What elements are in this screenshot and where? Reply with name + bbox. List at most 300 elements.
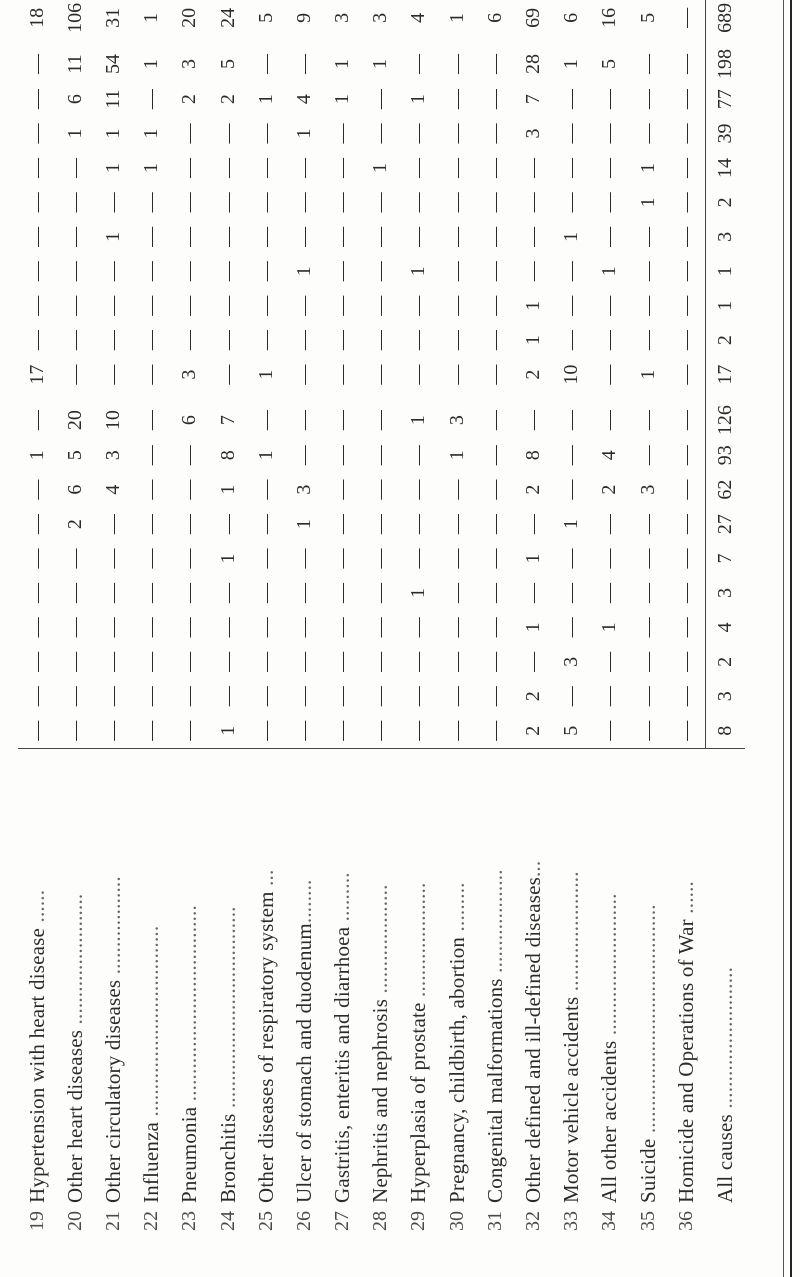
- cause-text: Ulcer of stomach and duodenum: [291, 923, 316, 1203]
- cell-value: —: [292, 330, 315, 351]
- cell-value: —: [216, 651, 239, 672]
- cell-value: 2: [522, 484, 545, 495]
- cell-value: —: [407, 445, 430, 466]
- cell-value: 1: [369, 162, 392, 173]
- column-gap: [400, 392, 438, 403]
- cell-value: —: [178, 192, 201, 213]
- cell-value: —: [140, 295, 163, 316]
- cell-value: —: [483, 479, 506, 500]
- cell-value: —: [216, 192, 239, 213]
- cell-value: —: [254, 514, 277, 535]
- cell-value: 2: [522, 369, 545, 380]
- cell-value: —: [25, 617, 48, 638]
- cell-value: —: [598, 157, 621, 178]
- table-row: [400, 0, 438, 1245]
- cell-value: 198: [706, 46, 745, 82]
- cause-label: [324, 748, 362, 1203]
- cell-value: —: [598, 548, 621, 569]
- cell-value: —: [445, 364, 468, 385]
- cell-value: —: [101, 617, 124, 638]
- cause-text: Bronchitis: [215, 1113, 240, 1203]
- cell-value: 11: [101, 89, 124, 109]
- cell-value: 2: [706, 323, 745, 357]
- cell-value: —: [292, 226, 315, 247]
- cell-value: 2: [178, 94, 201, 105]
- cell-value: —: [369, 261, 392, 282]
- cell-value: —: [483, 295, 506, 316]
- cell-value: —: [178, 261, 201, 282]
- cell-value: —: [331, 364, 354, 385]
- column-gap: [209, 392, 247, 403]
- cell-value: —: [292, 157, 315, 178]
- row-number: 22: [140, 1211, 163, 1231]
- cell-value: —: [292, 548, 315, 569]
- cell-value: 6: [178, 415, 201, 426]
- cell-value: 1: [25, 450, 48, 461]
- cell-value: —: [140, 548, 163, 569]
- leader-dots: .........: [330, 872, 355, 927]
- cell-value: —: [178, 582, 201, 603]
- cell-value: 1: [216, 484, 239, 495]
- cell-value: —: [331, 410, 354, 431]
- cell-value: —: [636, 410, 659, 431]
- column-gap: [629, 392, 667, 403]
- column-gap: [56, 392, 94, 403]
- cell-value: —: [598, 514, 621, 535]
- cell-value: —: [178, 617, 201, 638]
- cause-label: [18, 748, 56, 1203]
- cell-value: —: [178, 157, 201, 178]
- cell-value: 5: [598, 59, 621, 70]
- leader-dots: ........................: [62, 893, 87, 1030]
- cause-label: [476, 748, 514, 1203]
- cell-value: —: [407, 651, 430, 672]
- cell-value: —: [445, 261, 468, 282]
- cell-value: —: [254, 226, 277, 247]
- cell-value: —: [140, 514, 163, 535]
- cell-value: 1: [101, 231, 124, 242]
- cell-value: —: [369, 582, 392, 603]
- cell-value: —: [25, 89, 48, 110]
- cell-value: —: [331, 617, 354, 638]
- cell-value: —: [445, 123, 468, 144]
- cell-value: —: [636, 686, 659, 707]
- cause-text: All causes: [712, 1114, 737, 1203]
- column-gap: [362, 36, 400, 47]
- cell-value: —: [63, 651, 86, 672]
- cell-value: 28: [522, 54, 545, 75]
- cell-value: —: [292, 720, 315, 741]
- cell-value: —: [292, 582, 315, 603]
- cause-label: [400, 748, 438, 1203]
- cell-value: —: [445, 686, 468, 707]
- cell-value: 1: [254, 450, 277, 461]
- leader-dots: ...................: [482, 869, 507, 979]
- cell-value: —: [331, 330, 354, 351]
- cell-value: —: [140, 261, 163, 282]
- cell-value: —: [598, 123, 621, 144]
- cause-text: All other accidents: [597, 1040, 622, 1203]
- cell-value: —: [560, 192, 583, 213]
- page-edge-line: [790, 0, 792, 1277]
- column-gap: [94, 392, 132, 403]
- cause-label: [706, 748, 745, 1203]
- cell-value: 5: [254, 12, 277, 23]
- page-edge-line-inner: [783, 0, 784, 1277]
- cell-value: —: [674, 617, 697, 638]
- cell-value: —: [178, 479, 201, 500]
- cell-value: —: [25, 686, 48, 707]
- cell-value: —: [292, 617, 315, 638]
- cell-value: —: [331, 295, 354, 316]
- cell-value: —: [445, 548, 468, 569]
- cell-value: —: [331, 686, 354, 707]
- cell-value: —: [407, 54, 430, 75]
- cell-value: —: [140, 89, 163, 110]
- cell-value: —: [140, 364, 163, 385]
- cell-value: —: [560, 123, 583, 144]
- cell-value: —: [407, 617, 430, 638]
- cell-value: —: [636, 548, 659, 569]
- cell-value: 4: [292, 94, 315, 105]
- cell-value: —: [674, 364, 697, 385]
- row-number: 19: [25, 1211, 48, 1231]
- cause-label: [247, 748, 285, 1203]
- cell-value: 2: [522, 725, 545, 736]
- cell-value: —: [331, 514, 354, 535]
- cell-value: 689: [706, 0, 745, 36]
- cell-value: —: [254, 123, 277, 144]
- cell-value: 7: [706, 541, 745, 575]
- cell-value: 2: [706, 185, 745, 219]
- cell-value: —: [445, 330, 468, 351]
- cell-value: —: [101, 720, 124, 741]
- cell-value: —: [216, 226, 239, 247]
- cell-value: —: [292, 410, 315, 431]
- cell-value: 1: [101, 162, 124, 173]
- cell-value: —: [522, 514, 545, 535]
- cell-value: —: [140, 720, 163, 741]
- cause-text: Homicide and Operations of War: [674, 919, 699, 1203]
- cell-value: —: [483, 410, 506, 431]
- cell-value: —: [674, 445, 697, 466]
- cell-value: —: [25, 123, 48, 144]
- cause-label: [94, 748, 132, 1203]
- cell-value: —: [101, 582, 124, 603]
- cell-value: —: [560, 582, 583, 603]
- cell-value: 27: [706, 507, 745, 541]
- cell-value: 10: [560, 364, 583, 385]
- cell-value: —: [483, 617, 506, 638]
- cell-value: —: [101, 686, 124, 707]
- column-gap: [706, 392, 745, 403]
- cell-value: 3: [445, 415, 468, 426]
- column-gap: [591, 36, 629, 47]
- cell-value: 1: [636, 197, 659, 208]
- cell-value: 1: [140, 59, 163, 70]
- cell-value: 24: [216, 7, 239, 28]
- cell-value: —: [445, 514, 468, 535]
- cell-value: —: [483, 364, 506, 385]
- cell-value: —: [598, 89, 621, 110]
- cell-value: —: [101, 651, 124, 672]
- cell-value: —: [407, 295, 430, 316]
- leader-dots: ...: [521, 860, 546, 878]
- leader-dots: ..........................: [597, 893, 622, 1041]
- cell-value: —: [674, 7, 697, 28]
- cell-value: —: [483, 720, 506, 741]
- cell-value: —: [522, 582, 545, 603]
- cell-value: —: [331, 192, 354, 213]
- cell-value: —: [254, 651, 277, 672]
- cell-value: 39: [706, 116, 745, 150]
- row-number: 26: [292, 1211, 315, 1231]
- leader-dots: ......................: [559, 871, 584, 997]
- column-gap: [400, 36, 438, 47]
- cell-value: 1: [63, 128, 86, 139]
- cell-value: —: [254, 686, 277, 707]
- cell-value: 3: [331, 12, 354, 23]
- cell-value: —: [674, 330, 697, 351]
- cell-value: —: [598, 720, 621, 741]
- cell-value: —: [636, 123, 659, 144]
- cell-value: —: [25, 261, 48, 282]
- leader-dots: ..........................: [712, 966, 737, 1115]
- cell-value: —: [140, 651, 163, 672]
- cell-value: —: [674, 226, 697, 247]
- row-number: 33: [560, 1211, 583, 1231]
- cell-value: —: [598, 651, 621, 672]
- cell-value: 1: [407, 94, 430, 105]
- cell-value: —: [407, 720, 430, 741]
- cell-value: 1: [522, 622, 545, 633]
- cell-value: —: [140, 410, 163, 431]
- cell-value: —: [101, 364, 124, 385]
- cell-value: —: [63, 192, 86, 213]
- cell-value: —: [483, 89, 506, 110]
- table-row: [133, 0, 171, 1245]
- cell-value: —: [25, 330, 48, 351]
- cell-value: —: [292, 54, 315, 75]
- cell-value: 126: [706, 402, 745, 438]
- cell-value: —: [445, 651, 468, 672]
- cell-value: 69: [522, 7, 545, 28]
- cell-value: —: [254, 261, 277, 282]
- cell-value: —: [445, 479, 468, 500]
- cell-value: —: [101, 295, 124, 316]
- cause-label: [56, 748, 94, 1203]
- cell-value: 1: [140, 12, 163, 23]
- cell-value: —: [178, 226, 201, 247]
- cause-label: [171, 748, 209, 1203]
- cell-value: —: [407, 364, 430, 385]
- cell-value: —: [483, 686, 506, 707]
- cell-value: —: [407, 192, 430, 213]
- cell-value: 1: [254, 94, 277, 105]
- cell-value: —: [483, 261, 506, 282]
- cell-value: —: [445, 192, 468, 213]
- leader-dots: ......: [674, 881, 699, 920]
- cell-value: —: [254, 295, 277, 316]
- cell-value: —: [598, 295, 621, 316]
- row-number: 34: [598, 1211, 621, 1231]
- cell-value: 3: [178, 59, 201, 70]
- cell-value: —: [254, 548, 277, 569]
- cell-value: 2: [522, 691, 545, 702]
- cell-value: 1: [292, 128, 315, 139]
- cell-value: 54: [101, 54, 124, 75]
- cell-value: 1: [331, 59, 354, 70]
- cell-value: —: [674, 410, 697, 431]
- cell-value: 1: [216, 553, 239, 564]
- cell-value: —: [598, 364, 621, 385]
- cell-value: —: [598, 192, 621, 213]
- column-gap: [285, 392, 323, 403]
- cell-value: —: [598, 330, 621, 351]
- cell-value: —: [216, 123, 239, 144]
- cell-value: 1: [598, 622, 621, 633]
- cell-value: —: [25, 226, 48, 247]
- cell-value: —: [178, 445, 201, 466]
- cause-text: Hypertension with heart disease: [24, 927, 49, 1203]
- cell-value: —: [674, 261, 697, 282]
- row-number: 36: [675, 1211, 698, 1231]
- row-number: 21: [101, 1211, 124, 1231]
- cell-value: —: [407, 157, 430, 178]
- table-row: [209, 0, 247, 1245]
- cell-value: —: [636, 651, 659, 672]
- cell-value: —: [445, 226, 468, 247]
- cell-value: —: [331, 548, 354, 569]
- cell-value: —: [674, 514, 697, 535]
- cell-value: —: [140, 192, 163, 213]
- cause-text: Influenza: [139, 1121, 164, 1203]
- cause-label: [667, 748, 706, 1203]
- cell-value: —: [63, 582, 86, 603]
- row-number: 20: [63, 1211, 86, 1231]
- leader-dots: ...: [253, 869, 278, 892]
- cell-value: —: [331, 720, 354, 741]
- cell-value: 6: [63, 484, 86, 495]
- cell-value: —: [369, 123, 392, 144]
- cell-value: —: [560, 686, 583, 707]
- cell-value: —: [483, 582, 506, 603]
- cell-value: —: [560, 445, 583, 466]
- cause-text: Suicide: [635, 1138, 660, 1203]
- cell-value: —: [140, 330, 163, 351]
- cell-value: —: [674, 89, 697, 110]
- cell-value: 1: [407, 266, 430, 277]
- cell-value: 1: [445, 450, 468, 461]
- cell-value: —: [407, 514, 430, 535]
- column-gap: [324, 392, 362, 403]
- cause-text: Hyperplasia of prostate: [406, 1002, 431, 1203]
- cell-value: —: [25, 410, 48, 431]
- cell-value: —: [483, 192, 506, 213]
- cause-label: [514, 748, 552, 1203]
- cell-value: —: [25, 295, 48, 316]
- table-row: [324, 0, 362, 1245]
- cell-value: —: [522, 651, 545, 672]
- cell-value: —: [369, 720, 392, 741]
- cell-value: 11: [63, 54, 86, 74]
- cell-value: —: [483, 123, 506, 144]
- cell-value: 17: [706, 357, 745, 391]
- cell-value: —: [254, 479, 277, 500]
- cell-value: —: [636, 582, 659, 603]
- cause-text: Gastritis, enteritis and diarrhoea: [330, 926, 355, 1203]
- leader-dots: .....................: [406, 882, 431, 1003]
- table-row: [171, 0, 209, 1245]
- row-number: 27: [331, 1211, 354, 1231]
- cell-value: —: [63, 720, 86, 741]
- cell-value: —: [407, 479, 430, 500]
- cell-value: 1: [254, 369, 277, 380]
- cell-value: —: [674, 157, 697, 178]
- cell-value: 1: [522, 335, 545, 346]
- cell-value: —: [178, 295, 201, 316]
- table-row: [285, 0, 323, 1245]
- cell-value: —: [445, 617, 468, 638]
- cell-value: —: [63, 364, 86, 385]
- cell-value: 1: [292, 519, 315, 530]
- cell-value: 1: [522, 553, 545, 564]
- cell-value: —: [522, 157, 545, 178]
- cell-value: —: [254, 582, 277, 603]
- column-gap: [209, 36, 247, 47]
- cell-value: —: [254, 157, 277, 178]
- cell-value: —: [560, 410, 583, 431]
- table-row: [56, 0, 94, 1245]
- cell-value: 5: [560, 725, 583, 736]
- cell-value: 1: [560, 231, 583, 242]
- leader-dots: ..................: [100, 876, 125, 980]
- table-row: [362, 0, 400, 1245]
- cell-value: —: [445, 89, 468, 110]
- cell-value: 77: [706, 82, 745, 116]
- cell-value: 1: [407, 415, 430, 426]
- cell-value: 4: [598, 450, 621, 461]
- column-gap: [171, 36, 209, 47]
- cell-value: 4: [407, 12, 430, 23]
- leader-dots: .........: [444, 882, 469, 937]
- cell-value: —: [216, 582, 239, 603]
- cell-value: —: [522, 226, 545, 247]
- cell-value: —: [178, 651, 201, 672]
- leader-dots: ........: [291, 879, 316, 924]
- cause-text: Other defined and ill-defined diseases: [521, 877, 546, 1203]
- total-row: [706, 0, 745, 1245]
- cell-value: 20: [178, 7, 201, 28]
- cell-value: 1: [140, 128, 163, 139]
- cell-value: —: [636, 261, 659, 282]
- column-gap: [476, 36, 514, 47]
- cell-value: —: [369, 686, 392, 707]
- column-gap: [247, 392, 285, 403]
- cell-value: —: [331, 157, 354, 178]
- column-gap: [362, 392, 400, 403]
- column-gap: [133, 36, 171, 47]
- cause-label: [285, 748, 323, 1203]
- cell-value: —: [101, 330, 124, 351]
- column-gap: [667, 392, 706, 403]
- cell-value: —: [369, 192, 392, 213]
- column-gap: [94, 36, 132, 47]
- cell-value: 1: [598, 266, 621, 277]
- cell-value: —: [636, 514, 659, 535]
- cell-value: —: [254, 410, 277, 431]
- cell-value: 3: [706, 679, 745, 713]
